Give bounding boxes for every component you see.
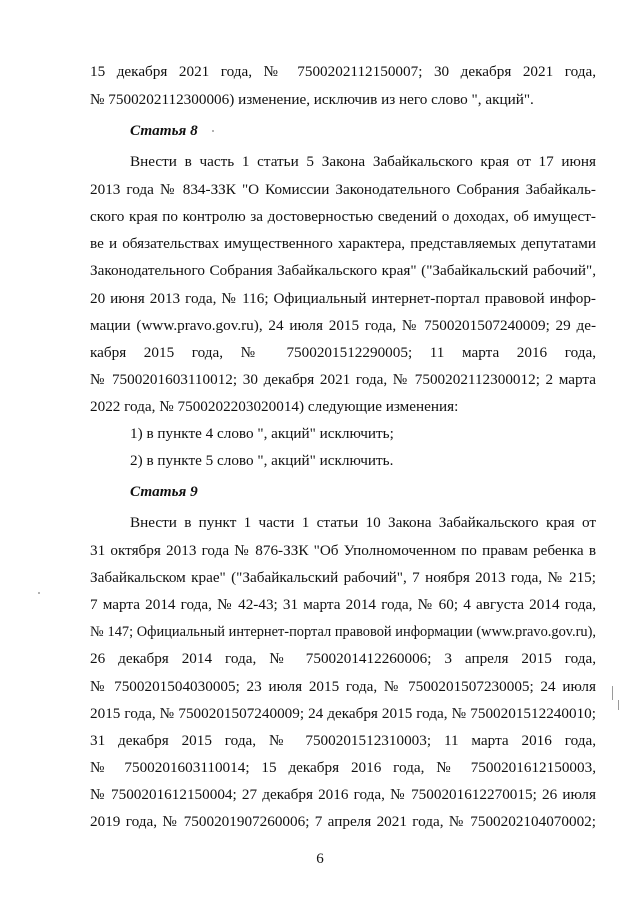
text-line: кабря 2015 года, № 7500201512290005; 11 марта 2016 года, [90, 344, 596, 361]
text-line: 31 декабря 2015 года, № 7500201512310003; 11 марта 2016 года, [90, 732, 596, 749]
text-line: Внести в пункт 1 части 1 статьи 10 Закона Забайкальского края от [130, 514, 596, 531]
text-line: 7 марта 2014 года, № 42-43; 31 марта 2014 года, № 60; 4 августа 2014 года, [90, 596, 596, 613]
text-line: № 7500201612150004; 27 декабря 2016 года, № 7500201612270015; 26 июля [90, 786, 596, 803]
text-line: Забайкальском крае" ("Забайкальский рабочий", 7 ноября 2013 года, № 215; [90, 569, 596, 586]
scan-speck [618, 700, 619, 710]
article-9-heading: Статья 9 [130, 483, 198, 500]
text-line: 2013 года № 834-ЗЗК "О Комиссии Законодательного Собрания Забайкаль- [90, 181, 596, 198]
text-line: 20 июня 2013 года, № 116; Официальный интернет-портал правовой инфор- [90, 290, 596, 307]
text-line: 2015 года, № 7500201507240009; 24 декабря 2015 года, № 7500201512240010; [90, 705, 596, 722]
text-line: ве и обязательствах имущественного характера, представляемых депутатами [90, 235, 596, 252]
text-line: № 7500201504030005; 23 июля 2015 года, № 7500201507230005; 24 июля [90, 678, 596, 695]
text-line: Законодательного Собрания Забайкальского края" ("Забайкальский рабочий", [90, 262, 596, 279]
text-line: Внести в часть 1 статьи 5 Закона Забайкальского края от 17 июня [130, 153, 596, 170]
list-item: 2) в пункте 5 слово ", акций" исключить. [130, 452, 394, 469]
text-line: № 7500201603110012; 30 декабря 2021 года, № 7500202112300012; 2 марта [90, 371, 596, 388]
text-line: 2022 года, № 7500202203020014) следующие изменения: [90, 398, 459, 415]
text-line: 15 декабря 2021 года, № 7500202112150007; 30 декабря 2021 года, [90, 63, 596, 80]
text-line: № 7500201603110014; 15 декабря 2016 года, № 7500201612150003, [90, 759, 596, 776]
article-8-heading: Статья 8 [130, 122, 198, 139]
text-line: № 7500202112300006) изменение, исключив из него слово ", акций". [90, 91, 534, 108]
page-number: 6 [316, 851, 324, 867]
text-line: 31 октября 2013 года № 876-ЗЗК "Об Уполномоченном по правам ребенка в [90, 542, 596, 559]
text-line: 26 декабря 2014 года, № 7500201412260006; 3 апреля 2015 года, [90, 650, 596, 667]
list-item: 1) в пункте 4 слово ", акций" исключить; [130, 425, 394, 442]
text-line: ского края по контролю за достоверностью сведений о доходах, об имущест- [90, 208, 596, 225]
scan-speck [38, 592, 40, 594]
text-line: 2019 года, № 7500201907260006; 7 апреля 2021 года, № 7500202104070002; [90, 813, 596, 830]
scan-speck [212, 130, 214, 132]
text-line: № 147; Официальный интернет-портал правовой информации (www.pravo.gov.ru), [90, 624, 596, 640]
scan-speck [612, 686, 613, 700]
text-line: мации (www.pravo.gov.ru), 24 июля 2015 года, № 7500201507240009; 29 де- [90, 317, 596, 334]
